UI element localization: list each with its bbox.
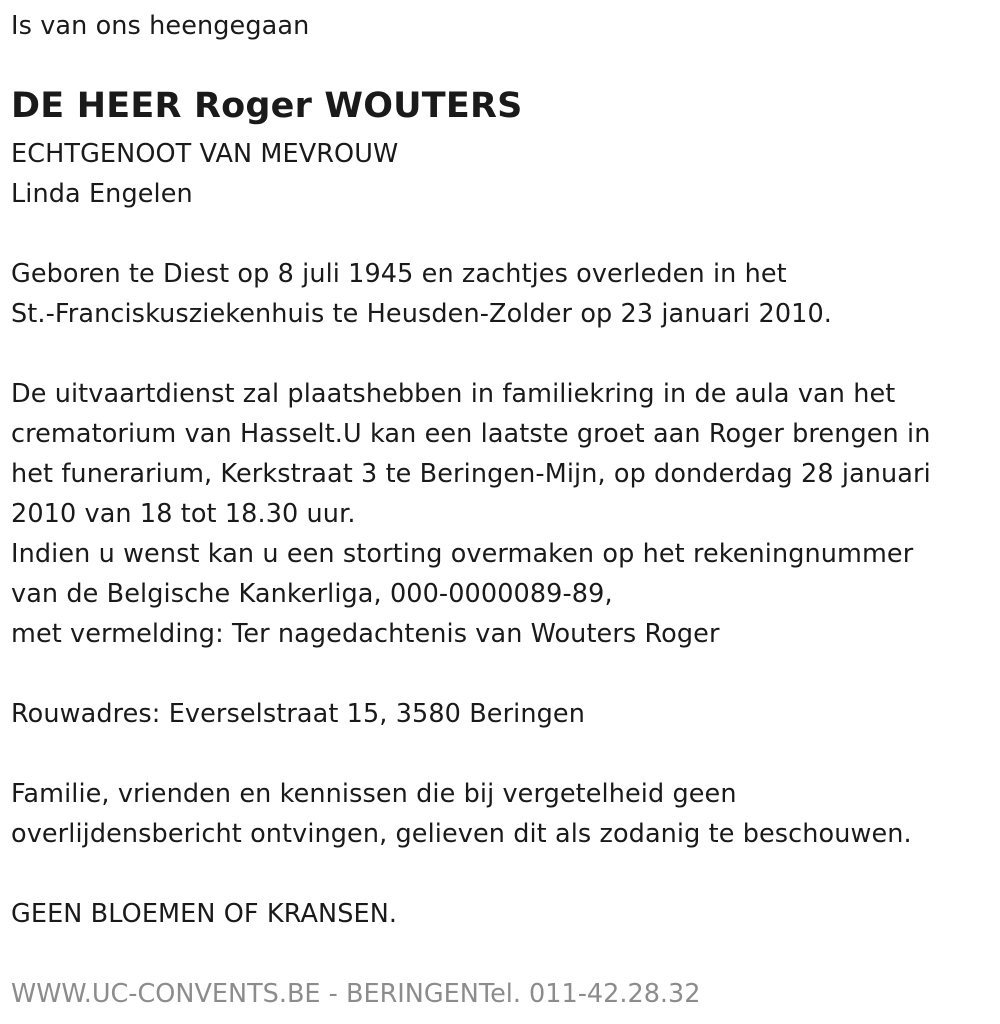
paragraph-line: St.-Franciskusziekenhuis te Heusden-Zolder op 23 januari 2010. xyxy=(11,299,833,329)
paragraph-line: overlijdensbericht ontvingen, gelieven dit als zodanig te beschouwen. xyxy=(11,819,912,849)
paragraph-line: De uitvaartdienst zal plaatshebben in familiekring in de aula van het xyxy=(11,379,896,409)
mourning-address xyxy=(11,694,585,734)
footer-contact: WWW.UC-CONVENTS.BE - BERINGENTel. 011-42.28.32 xyxy=(11,979,701,1009)
intro-text: Is van ons heengegaan xyxy=(11,11,310,41)
spouse-name: Linda Engelen xyxy=(11,179,193,209)
donation-line: van de Belgische Kankerliga, 000-0000089-89, xyxy=(11,579,613,609)
deceased-name: DE HEER Roger WOUTERS xyxy=(11,86,523,126)
spouse-block xyxy=(11,134,398,214)
funeral-service-paragraph xyxy=(11,374,931,654)
address-line: Rouwadres: Everselstraat 15, 3580 Beringen xyxy=(11,699,585,729)
family-paragraph xyxy=(11,774,912,854)
paragraph-line: crematorium van Hasselt.U kan een laatste groet aan Roger brengen in xyxy=(11,419,931,449)
paragraph-line: het funerarium, Kerkstraat 3 te Beringen-Mijn, op donderdag 28 januari xyxy=(11,459,931,489)
paragraph-line: 2010 van 18 tot 18.30 uur. xyxy=(11,499,356,529)
donation-line: met vermelding: Ter nagedachtenis van Wouters Roger xyxy=(11,619,720,649)
birth-death-paragraph xyxy=(11,254,832,334)
no-flowers-notice xyxy=(11,894,397,934)
no-flowers-line: GEEN BLOEMEN OF KRANSEN. xyxy=(11,899,398,929)
paragraph-line: Familie, vrienden en kennissen die bij vergetelheid geen xyxy=(11,779,737,809)
paragraph-line: Geboren te Diest op 8 juli 1945 en zachtjes overleden in het xyxy=(11,259,787,289)
donation-line: Indien u wenst kan u een storting overmaken op het rekeningnummer xyxy=(11,539,914,569)
spouse-label: ECHTGENOOT VAN MEVROUW xyxy=(11,139,399,169)
